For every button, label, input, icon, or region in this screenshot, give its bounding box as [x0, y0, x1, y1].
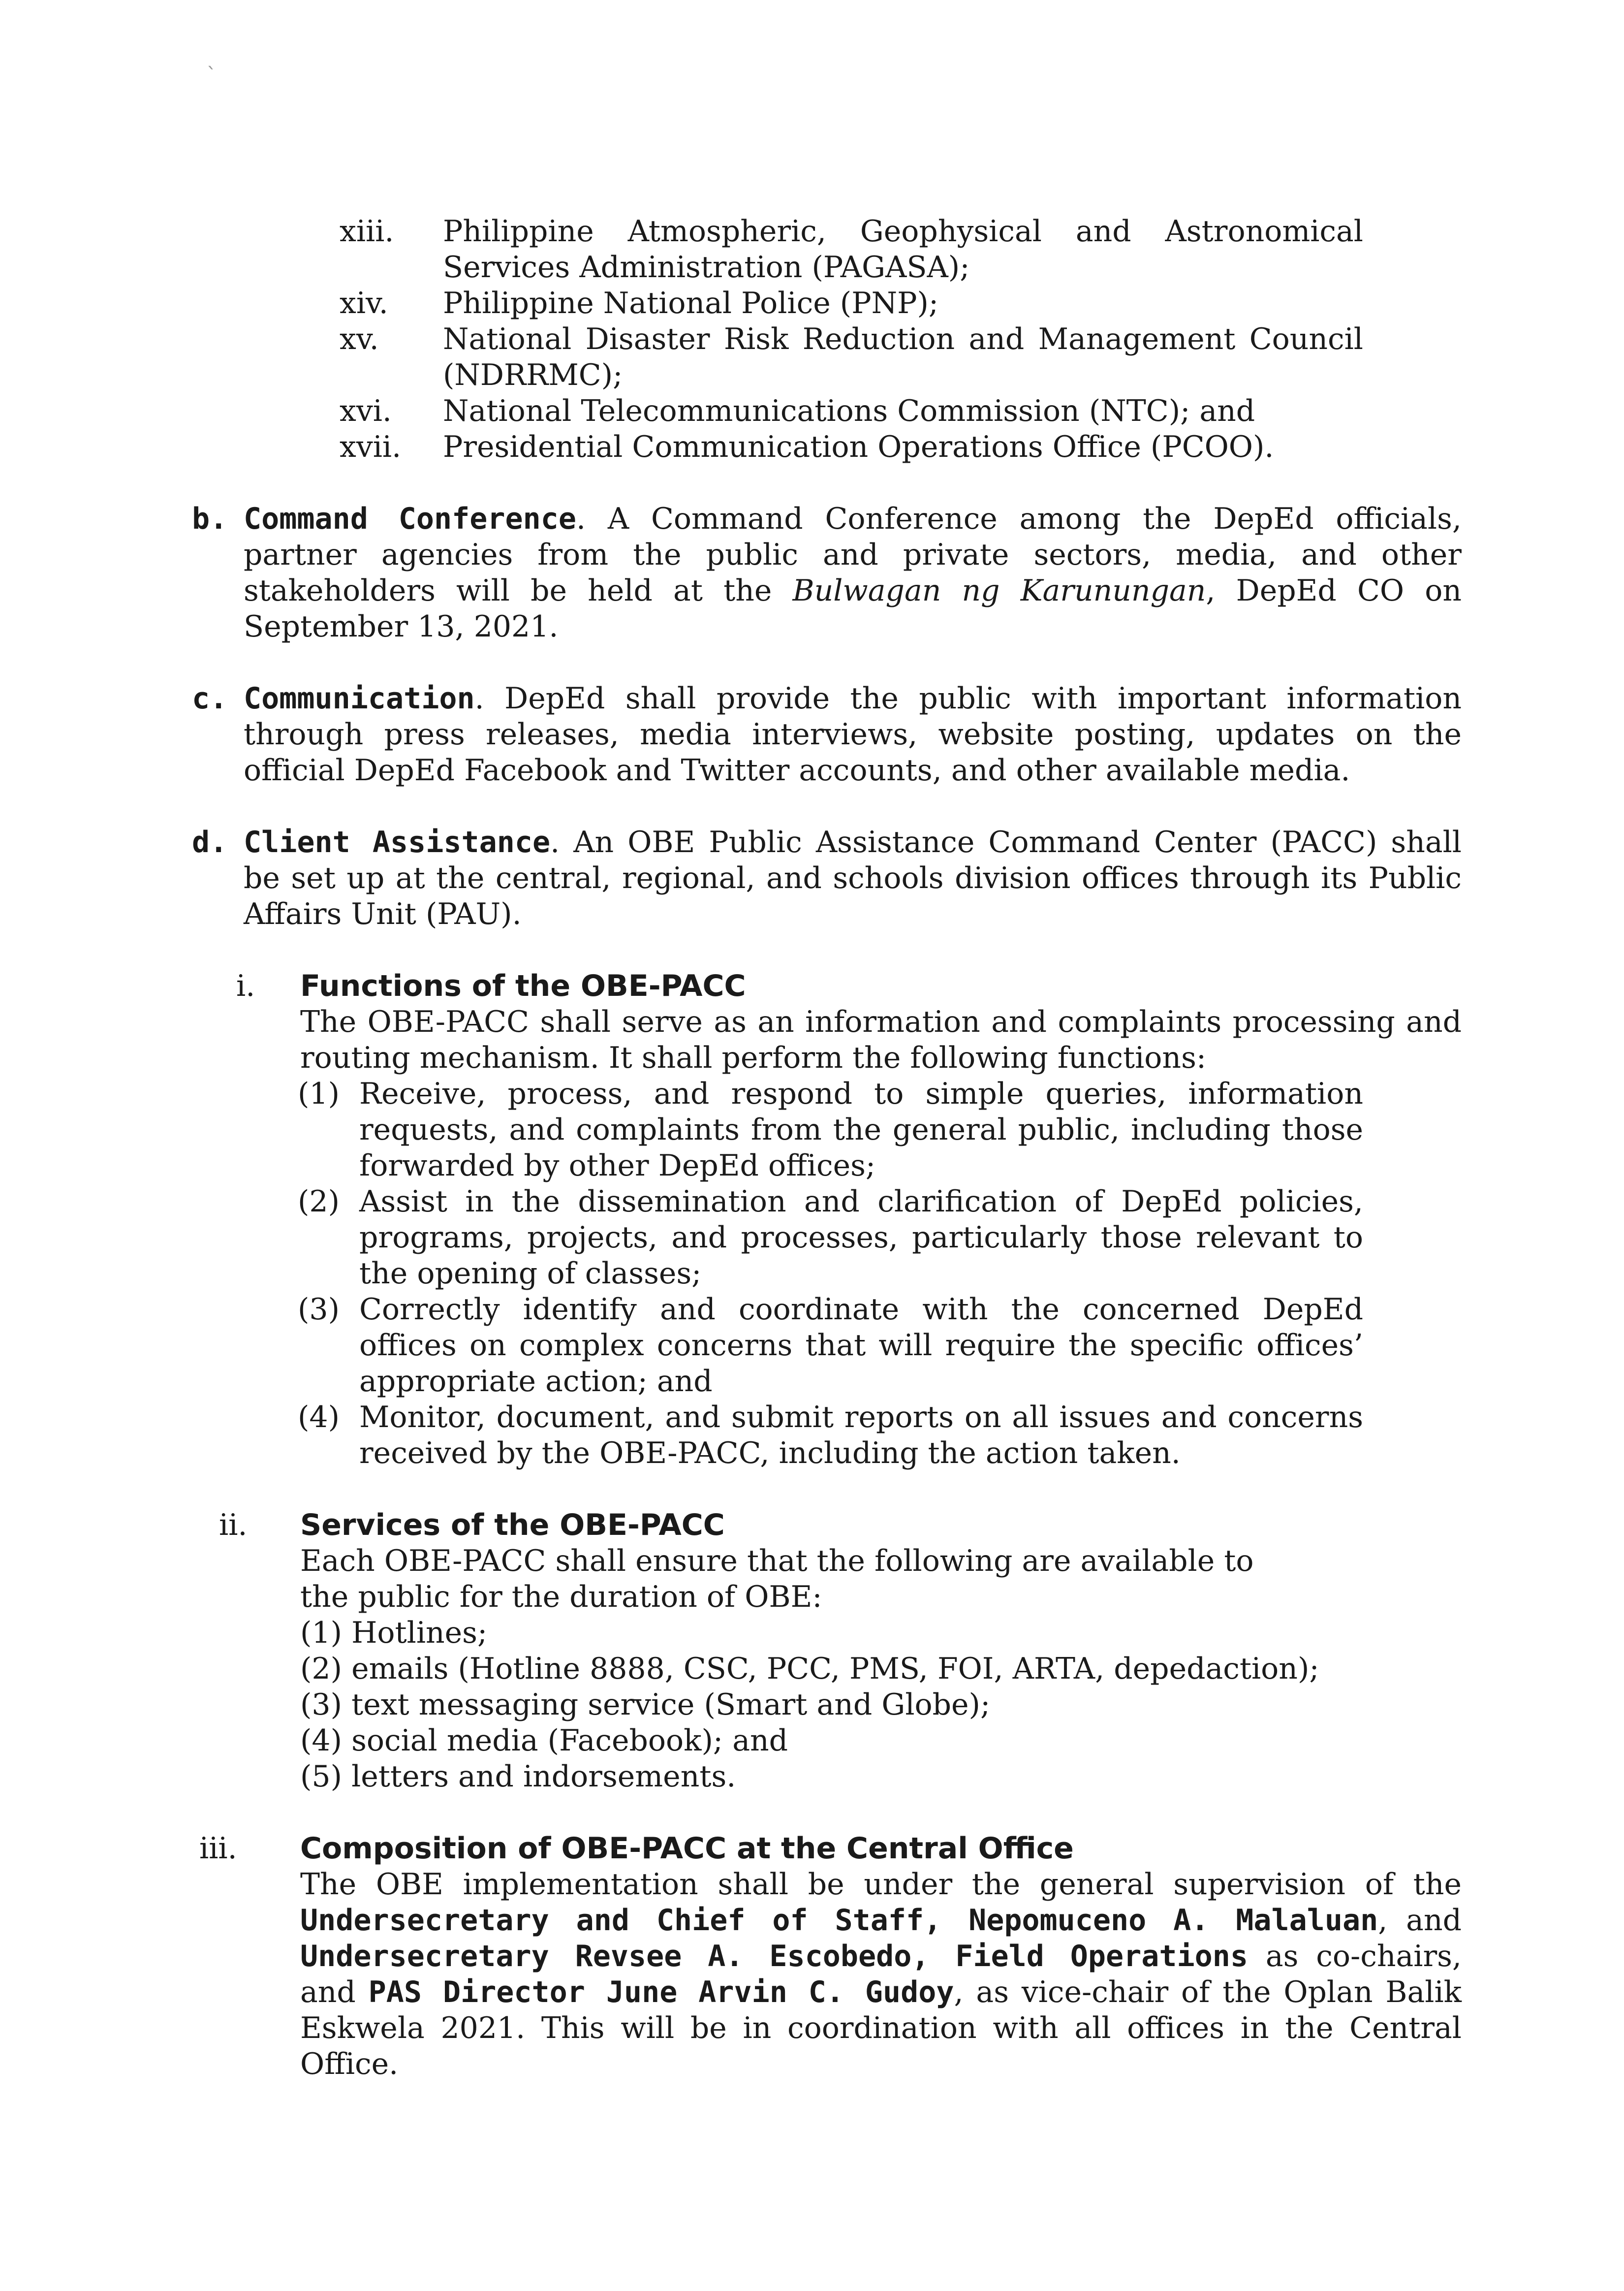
- subsection-composition: [199, 1831, 1462, 2082]
- item-number: xvi.: [340, 394, 392, 428]
- body-text: The OBE implementation shall be under the general supervision of the: [300, 1867, 1462, 1902]
- item-text: text messaging service (Smart and Globe);: [351, 1687, 991, 1722]
- section-title: Client Assistance: [244, 825, 551, 859]
- subsection-functions: [199, 968, 1462, 1076]
- item-number: (2): [298, 1184, 340, 1219]
- list-item: [340, 286, 1363, 321]
- list-item: [340, 214, 1363, 286]
- list-item: [300, 1687, 1462, 1723]
- item-text: [443, 214, 1363, 286]
- item-number: (1): [300, 1616, 342, 1650]
- list-item: [298, 1076, 1363, 1184]
- item-text: National Disaster Risk Reduction and Management Council (NDRRMC);: [443, 322, 1363, 392]
- section-title: Communication: [244, 681, 475, 716]
- subsection-number: i.: [236, 969, 255, 1003]
- body-text: as co-chairs, and: [300, 1939, 1462, 2009]
- item-number: (2): [300, 1652, 342, 1686]
- list-item: [300, 1615, 1462, 1651]
- item-text: Correctly identify and coordinate with the concerned DepEd offices on complex concerns that will require the specific offices’ appropriate action; and: [359, 1292, 1363, 1399]
- item-text: Presidential Communication Operations Office (PCOO).: [443, 430, 1274, 464]
- section-c: [192, 681, 1462, 789]
- subsection-title: Services of the OBE-PACC: [300, 1508, 725, 1542]
- subsection-title: Composition of OBE-PACC at the Central Office: [300, 1831, 1074, 1866]
- subsection-intro: The OBE-PACC shall serve as an information and complaints processing and routing mechanism. It shall perform the following functions:: [300, 1005, 1462, 1075]
- list-item: [300, 1723, 1462, 1759]
- venue-name: Bulwagan ng Karunungan: [792, 573, 1206, 608]
- list-item: [298, 1400, 1363, 1471]
- section-letter: d.: [192, 825, 228, 859]
- list-item: [300, 1651, 1462, 1687]
- section-body: . A Command Conference among the DepEd officials, partner agencies from the public and private sectors, media, and other stakeholders will be held at the: [244, 502, 1462, 608]
- section-title: Command Conference: [244, 502, 576, 536]
- section-letter: c.: [192, 681, 228, 716]
- subsection-body: [300, 968, 1462, 1076]
- item-text: Receive, process, and respond to simple queries, information requests, and complaints from the general public, including those forwarded by other DepEd offices;: [359, 1077, 1363, 1183]
- list-item: [340, 429, 1363, 465]
- section-text: [244, 501, 1462, 645]
- official-name: PAS Director June Arvin C. Gudoy: [368, 1975, 954, 2009]
- item-text: National Telecommunications Commission (NTC); and: [443, 394, 1255, 428]
- item-text: Hotlines;: [351, 1616, 488, 1650]
- subsection-number: ii.: [219, 1508, 248, 1542]
- section-body: , DepEd CO on September 13, 2021.: [244, 573, 1462, 644]
- official-name: Undersecretary Revsee A. Escobedo, Field Operations: [300, 1939, 1249, 1973]
- item-text-content: Philippine Atmospheric, Geophysical and Astronomical Services Administration (PAGASA);: [443, 214, 1363, 285]
- subsection-intro: the public for the duration of OBE:: [300, 1580, 822, 1614]
- item-text: Philippine National Police (PNP);: [443, 286, 939, 320]
- item-number: (4): [300, 1723, 342, 1758]
- item-number: (5): [300, 1759, 342, 1794]
- subsection-intro: Each OBE-PACC shall ensure that the following are available to: [300, 1544, 1254, 1578]
- subsection-title: Functions of the OBE-PACC: [300, 969, 746, 1003]
- scan-speck: ˋ: [207, 64, 217, 87]
- list-item: [298, 1292, 1363, 1400]
- list-item: [340, 321, 1363, 393]
- body-text: , and: [1378, 1903, 1462, 1938]
- body-text: , as vice-chair of the Oplan Balik Eskwela 2021. This will be in coordination with all offices in the Central Office.: [300, 1975, 1462, 2081]
- subsection-number: iii.: [199, 1831, 237, 1866]
- item-text: Monitor, document, and submit reports on all issues and concerns received by the OBE-PACC, including the action taken.: [359, 1400, 1363, 1470]
- section-text: [244, 681, 1462, 789]
- section-letter: b.: [192, 502, 228, 536]
- item-text: emails (Hotline 8888, CSC, PCC, PMS, FOI, ARTA, depedaction);: [351, 1652, 1319, 1686]
- section-body: . DepEd shall provide the public with important information through press releases, media interviews, website posting, updates on the official DepEd Facebook and Twitter accounts, and other available media.: [244, 681, 1462, 788]
- section-d: [192, 825, 1462, 932]
- item-number: (4): [298, 1400, 340, 1434]
- item-text: social media (Facebook); and: [351, 1723, 788, 1758]
- item-text: letters and indorsements.: [351, 1759, 736, 1794]
- item-number: (1): [298, 1077, 340, 1111]
- subsection-body: [300, 1831, 1462, 2082]
- section-text: [244, 825, 1462, 932]
- item-number: xvii.: [340, 430, 402, 464]
- subsection-text: [300, 1867, 1462, 2082]
- list-item: [300, 1759, 1462, 1795]
- item-number: xiii.: [340, 214, 394, 249]
- item-number: (3): [298, 1292, 340, 1327]
- subsection-services: [199, 1507, 1462, 1795]
- item-number: (3): [300, 1687, 342, 1722]
- section-body: . An OBE Public Assistance Command Center (PACC) shall be set up at the central, regional, and schools division offices through its Public Affairs Unit (PAU).: [244, 825, 1462, 931]
- item-text: Assist in the dissemination and clarification of DepEd policies, programs, projects, and processes, particularly those relevant to the opening of classes;: [359, 1184, 1363, 1291]
- item-number: xv.: [340, 322, 379, 356]
- list-item: [298, 1184, 1363, 1292]
- item-number: xiv.: [340, 286, 388, 320]
- official-name: Undersecretary and Chief of Staff, Nepomuceno A. Malaluan: [300, 1903, 1378, 1938]
- section-b: [192, 501, 1462, 645]
- subsection-body: [300, 1507, 1462, 1795]
- list-item: [340, 393, 1363, 429]
